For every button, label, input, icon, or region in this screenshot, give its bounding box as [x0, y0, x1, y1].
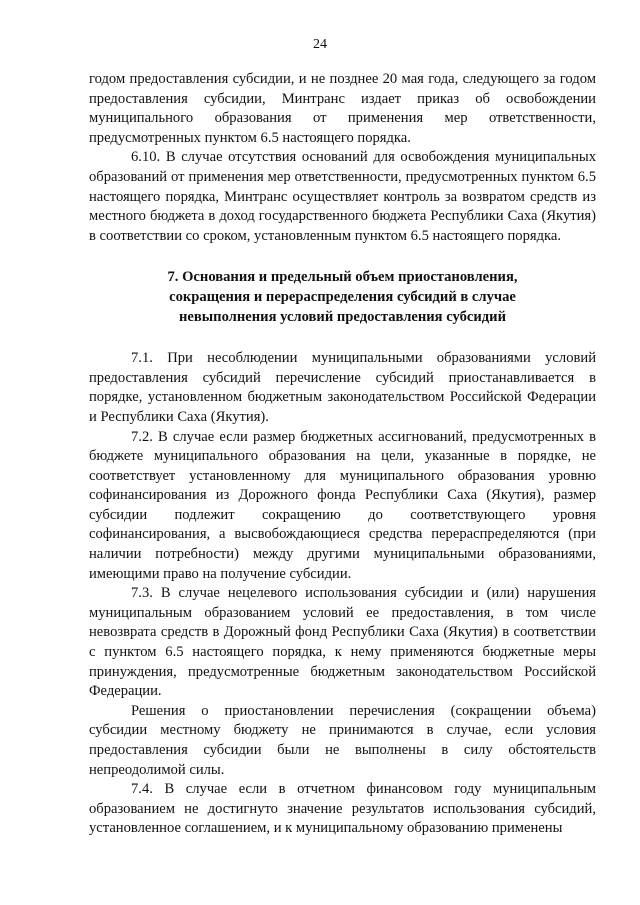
page-number: 24 — [313, 37, 327, 52]
section-7-heading — [89, 268, 596, 327]
paragraph-7-1: 7.1. При несоблюдении муниципальными образованиями условий предоставления субсидий перечисление субсидий приостанавливается в порядке, установленном бюджетным законодательством Российской Федерации и Республики Саха (Якутия). — [89, 350, 596, 425]
paragraph-7-3: 7.3. В случае нецелевого использования субсидии и (или) нарушения муниципальным образованием условий ее предоставления, в том числе невозврата средств в Дорожный фонд Республики Саха (Якутия) в соответствии с пунктом 6.5 настоящего порядка, к нему применяются бюджетные меры принуждения, предусмотренные бюджетным законодательством Российской Федерации. — [89, 585, 596, 700]
section-heading-line: невыполнения условий предоставления субсидий — [179, 308, 506, 325]
paragraph-7-4: 7.4. В случае если в отчетном финансовом году муниципальным образованием не достигнуто значение результатов использования субсидий, установленное соглашением, и к муниципальному образованию применены — [89, 781, 596, 837]
paragraph-decisions: Решения о приостановлении перечисления (сокращении объема) субсидии местному бюджету не принимаются в случае, если условия предоставления субсидии были не выполнены в силу обстоятельств непреодолимой силы. — [89, 702, 596, 778]
paragraph-7-2: 7.2. В случае если размер бюджетных ассигнований, предусмотренных в бюджете муниципального образования на цели, указанные в порядке, не соответствует установленному для муниципального образования уровню софинансирования из Дорожного фонда Республики Саха (Якутия), размер субсидии подлежит сокращению до соответствующего уровня софинансирования, а высвобождающиеся средства перераспределяются (при наличии потребности) между другими муниципальными образованиями, имеющими право на получение субсидии. — [89, 428, 596, 582]
section-heading-line: сокращения и перераспределения субсидий в случае — [169, 288, 516, 305]
document-body — [89, 70, 596, 839]
paragraph-continued: годом предоставления субсидии, и не позднее 20 мая года, следующего за годом предоставления субсидии, Минтранс издает приказ об освобождении муниципального образования от применения мер ответственности, предусмотренных пунктом 6.5 настоящего порядка. — [89, 71, 596, 146]
paragraph-6-10: 6.10. В случае отсутствия оснований для освобождения муниципальных образований от применения мер ответственности, предусмотренных пунктом 6.5 настоящего порядка, Минтранс осуществляет контроль за возвратом средств из местного бюджета в доход государственного бюджета Республики Саха (Якутия) в соответствии со сроком, установленным пунктом 6.5 настоящего порядка. — [89, 149, 596, 244]
section-heading-line: 7. Основания и предельный объем приостановления, — [167, 269, 518, 286]
